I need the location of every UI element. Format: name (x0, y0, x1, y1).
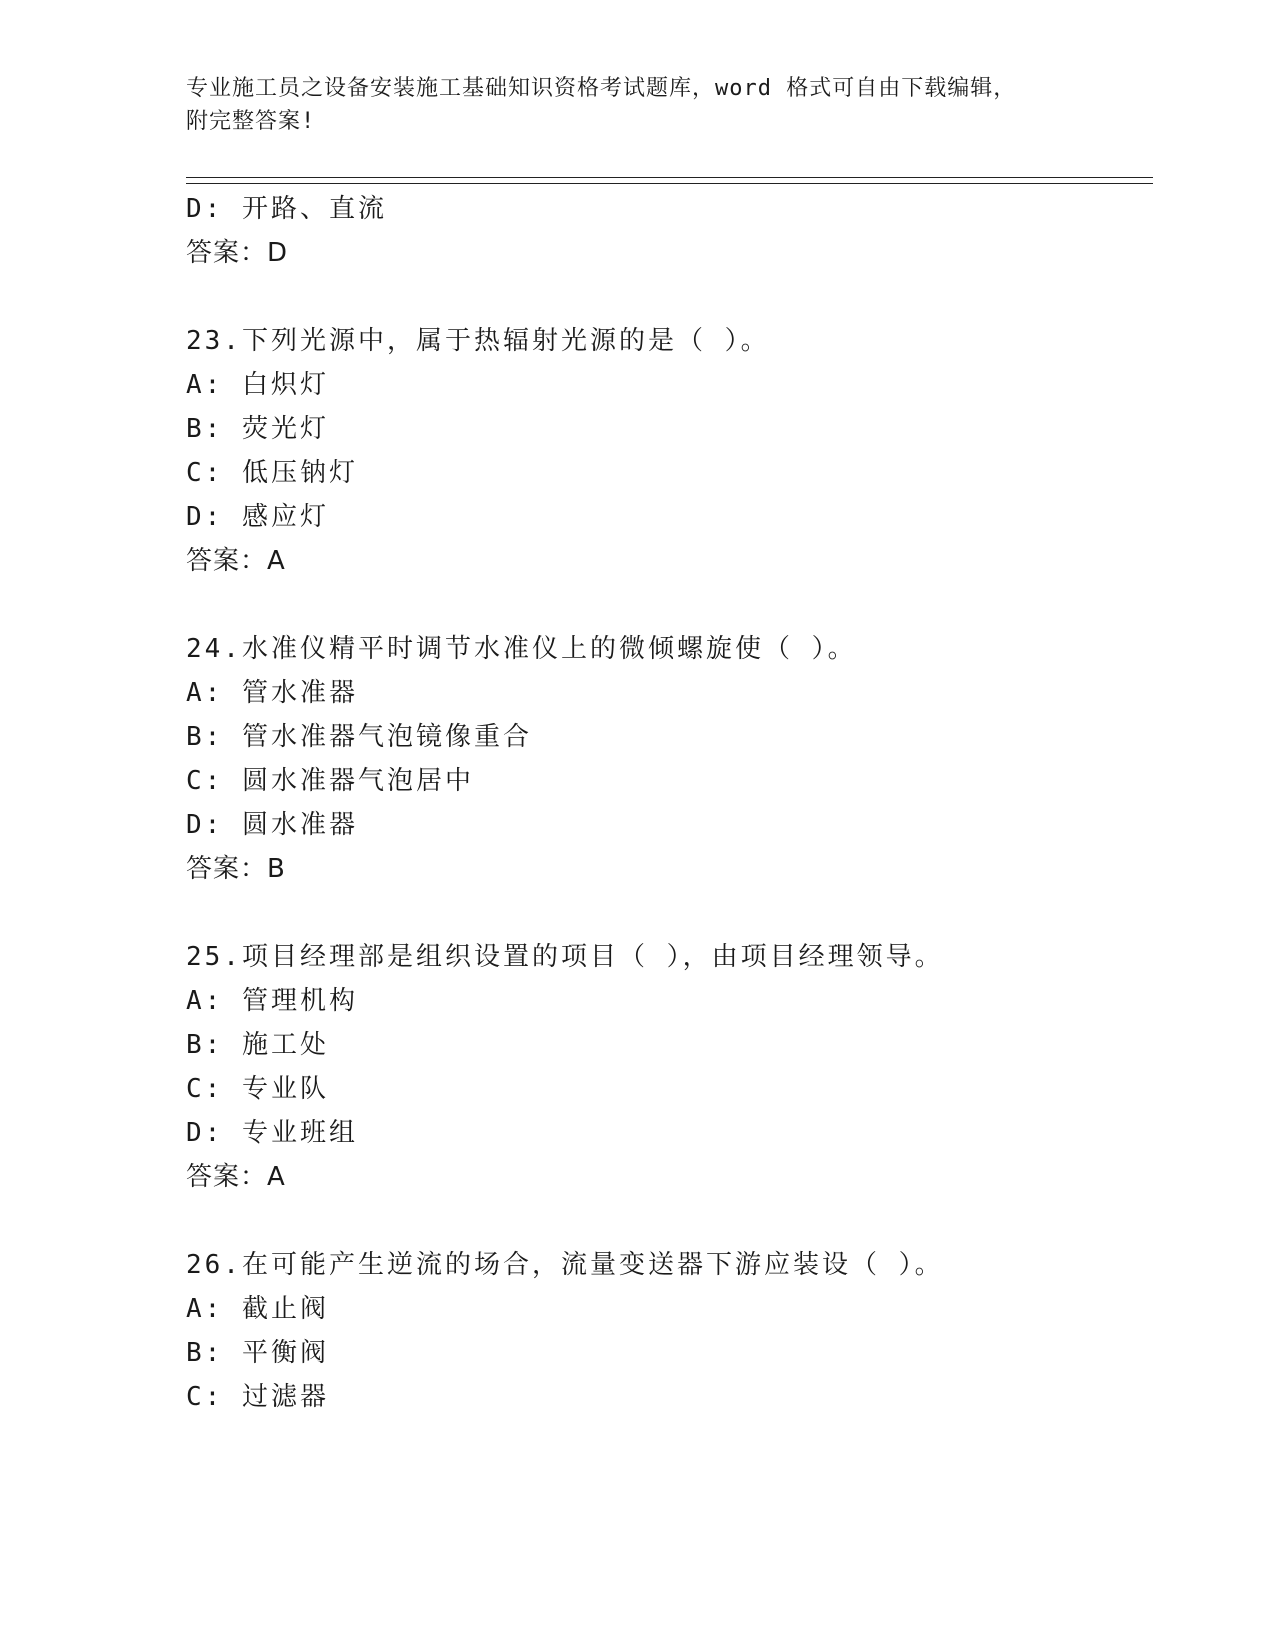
q25-option-a: A: 管理机构 (186, 986, 358, 1016)
q24-option-c: C: 圆水准器气泡居中 (186, 766, 474, 796)
q25-option-d: D: 专业班组 (186, 1118, 358, 1148)
q26-question: 26.在可能产生逆流的场合，流量变送器下游应装设（ ）。 (186, 1250, 944, 1280)
q24-option-d: D: 圆水准器 (186, 810, 358, 840)
header-line-1: 专业施工员之设备安装施工基础知识资格考试题库，word 格式可自由下载编辑， (186, 76, 1017, 101)
q24-answer: 答案：B (186, 854, 286, 884)
q23-option-d: D: 感应灯 (186, 502, 329, 532)
header-divider-bottom (186, 183, 1153, 184)
q23-question: 23.下列光源中，属于热辐射光源的是（ ）。 (186, 326, 770, 356)
q23-answer: 答案：A (186, 546, 286, 576)
header-line-2: 附完整答案! (186, 109, 316, 134)
q25-answer: 答案：A (186, 1162, 286, 1192)
q26-option-c: C: 过滤器 (186, 1382, 329, 1412)
q26-option-a: A: 截止阀 (186, 1294, 329, 1324)
document-header (186, 72, 1086, 138)
q24-question: 24.水准仪精平时调节水准仪上的微倾螺旋使（ ）。 (186, 634, 857, 664)
q25-question: 25.项目经理部是组织设置的项目（ ），由项目经理领导。 (186, 942, 944, 972)
q26-option-b: B: 平衡阀 (186, 1338, 329, 1368)
q23-option-c: C: 低压钠灯 (186, 458, 358, 488)
q24-option-a: A: 管水准器 (186, 678, 358, 708)
q22-option-d: D: 开路、直流 (186, 194, 387, 224)
q24-option-b: B: 管水准器气泡镜像重合 (186, 722, 532, 752)
q25-option-c: C: 专业队 (186, 1074, 329, 1104)
q22-answer: 答案：D (186, 238, 289, 268)
q23-option-a: A: 白炽灯 (186, 370, 329, 400)
q25-option-b: B: 施工处 (186, 1030, 329, 1060)
q23-option-b: B: 荧光灯 (186, 414, 329, 444)
header-divider-top (186, 177, 1153, 178)
